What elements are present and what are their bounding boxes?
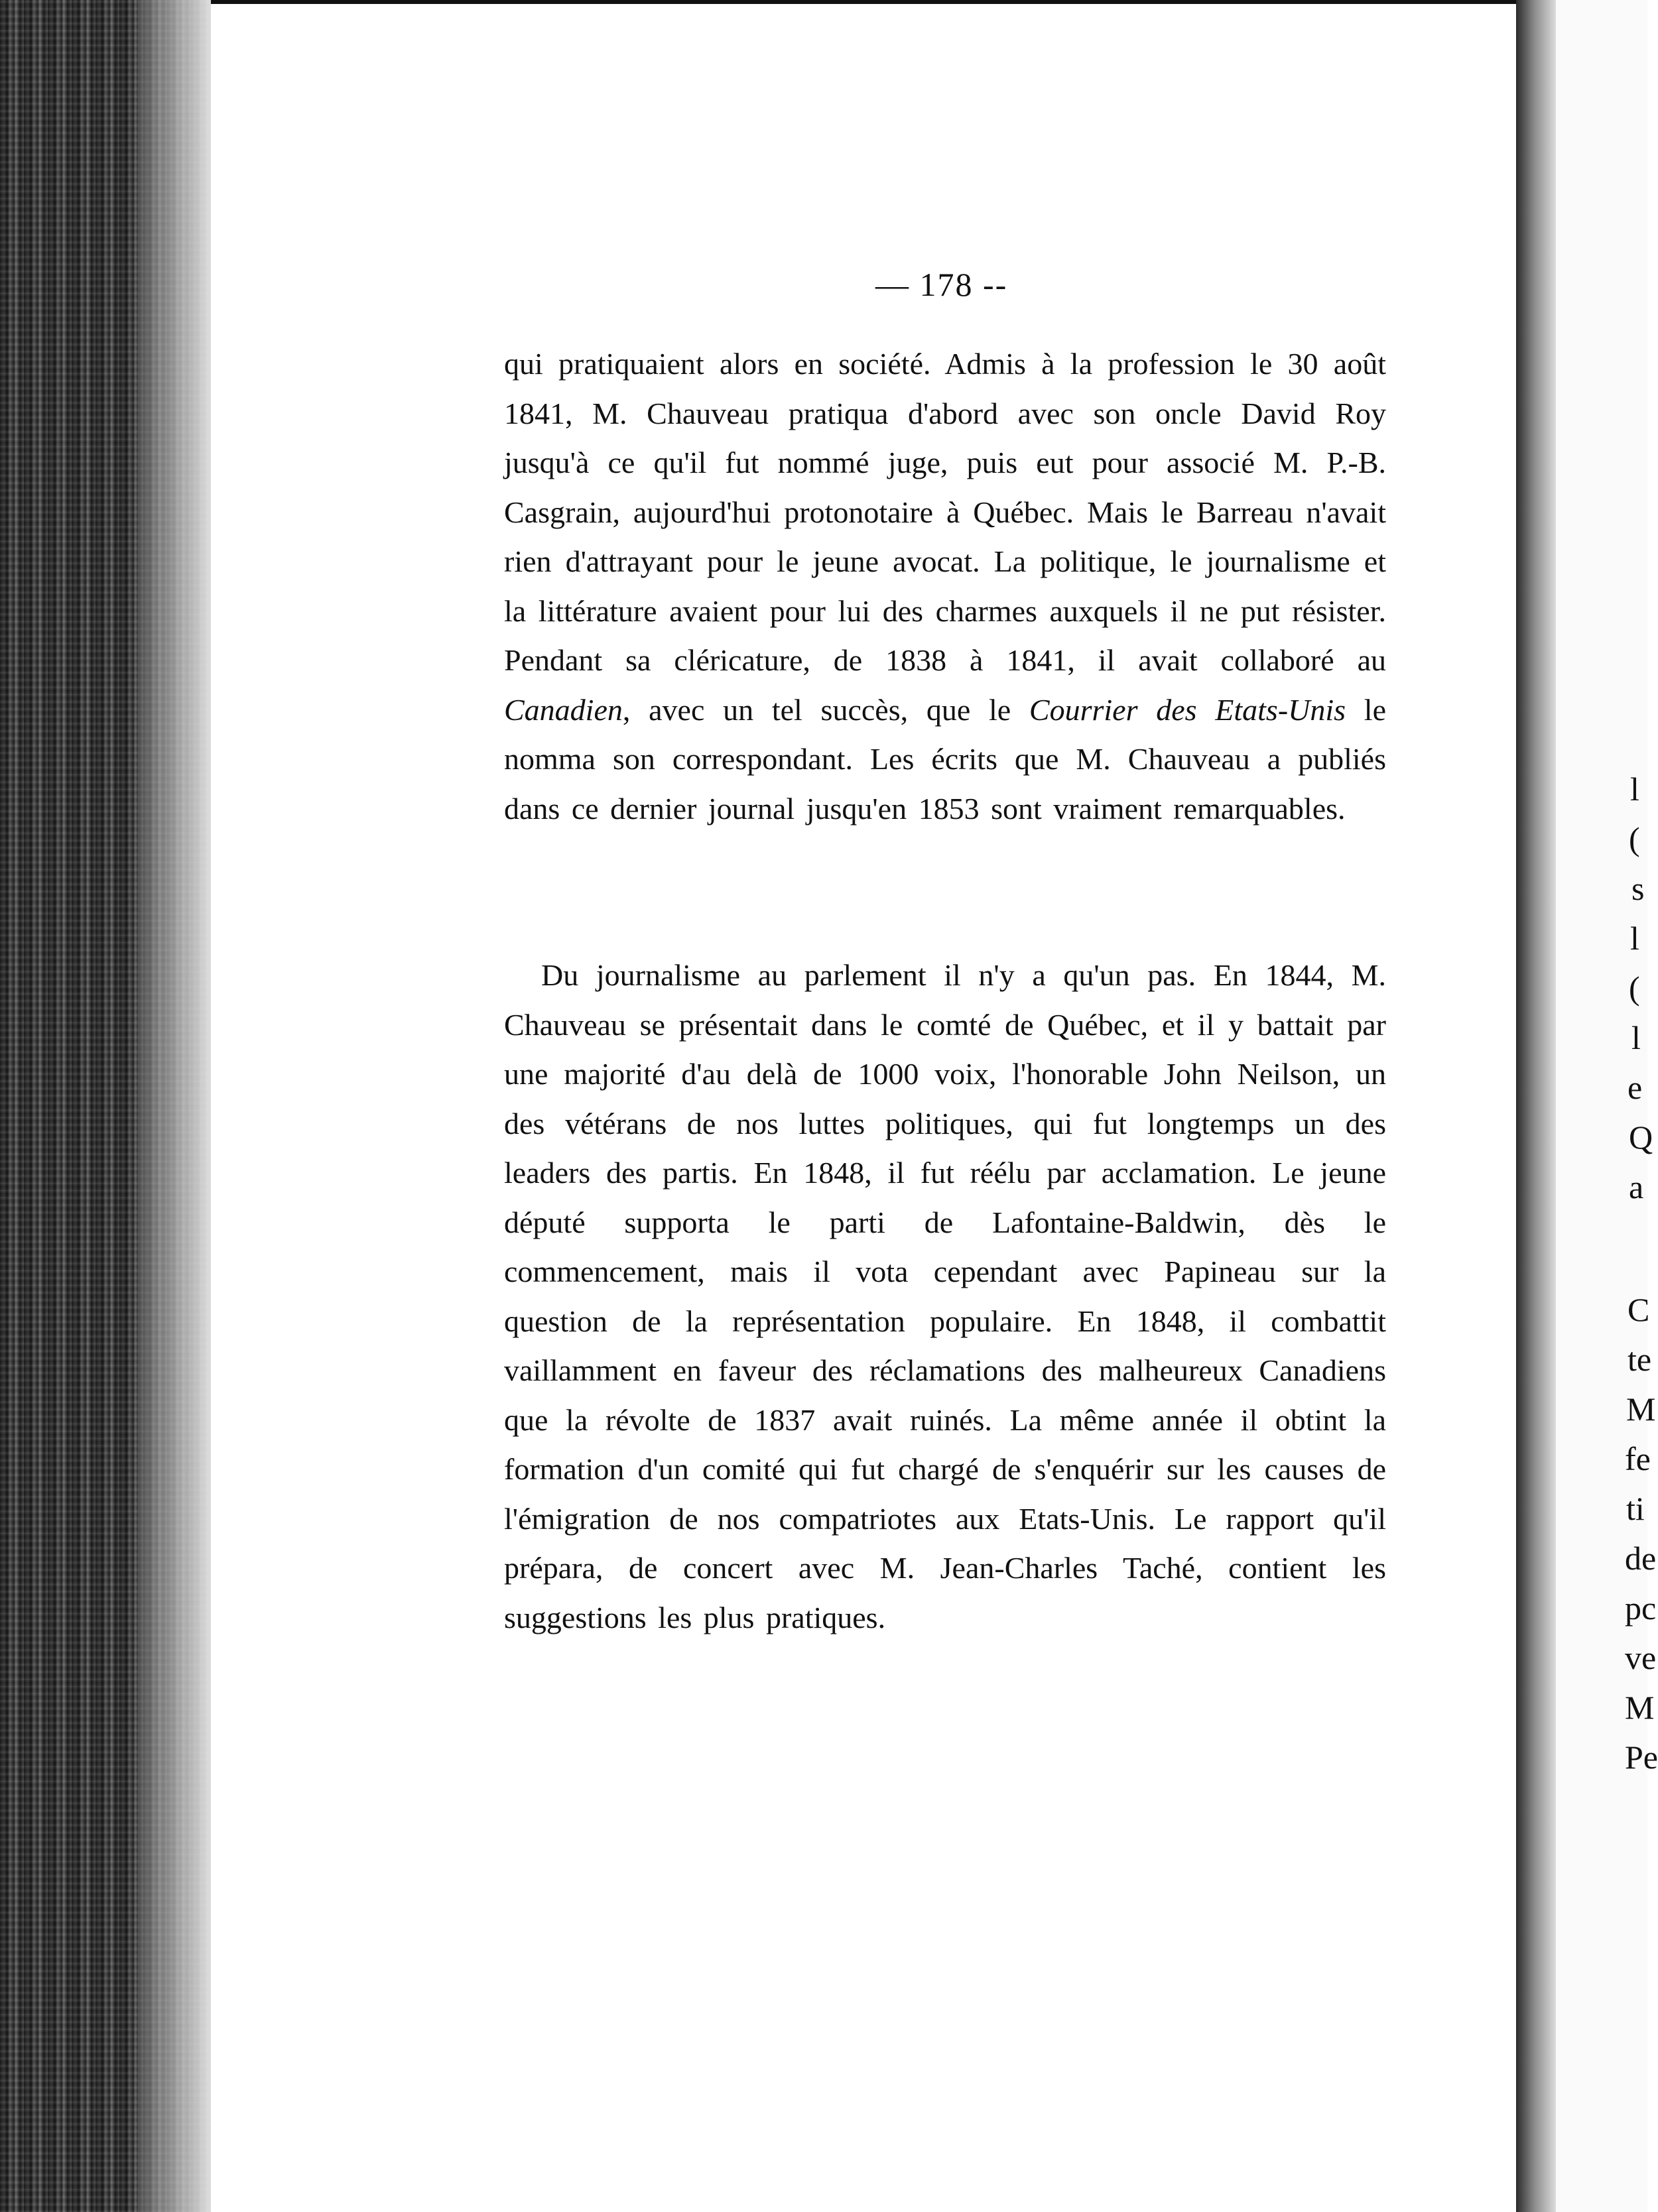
- page-number: — 178 --: [875, 266, 1008, 303]
- fragment-text: (: [1629, 969, 1640, 1007]
- fragment-text: l: [1631, 1019, 1641, 1056]
- paragraph-1: [504, 339, 1386, 833]
- fragment-text: pc: [1625, 1589, 1657, 1627]
- fragment-text: s: [1631, 870, 1645, 907]
- fragment-text: M: [1626, 1390, 1656, 1428]
- paragraph-text: Du journalisme au parlement il n'y a qu'un pas. En 1844, M. Chauveau se présentait dans le comté de Québec, et il y battait par une majorité d'au delà de 1000 voix, l'honorable John Neilson, un des vétérans de nos luttes politiques, qui fut longtemps un des leaders des partis. En 1848, il fut réélu par acclamation. Le jeune député supporta le parti de Lafontaine-Baldwin, dès le commencement, mais il vota cependant avec Papineau sur la question de la représentation populaire. En 1848, il combattit vaillamment en faveur des réclamations des malheureux Canadiens que la révolte de 1837 avait ruinés. La même année il obtint la formation d'un comité qui fut chargé de s'enquérir sur les causes de l'émigration de nos compatriotes aux Etats-Unis. Le rapport qu'il prépara, de concert avec M. Jean-Charles Taché, contient les suggestions les plus pratiques.: [504, 958, 1386, 1634]
- fragment-text: e: [1627, 1069, 1643, 1106]
- fragment-text: Q: [1629, 1119, 1653, 1156]
- fragment-text: de: [1625, 1540, 1657, 1577]
- newspaper-title: Canadien: [504, 692, 623, 727]
- fragment-text: a: [1629, 1168, 1644, 1205]
- paragraph-text: , avec un tel succès, que le: [622, 692, 1029, 727]
- paragraph-text: qui pratiquaient alors en société. Admis à la profession le 30 août 1841, M. Chauveau pratiqua d'abord avec son oncle David Roy jusqu'à ce qu'il fut nommé juge, puis eut pour associé M. P.-B. Casgrain, aujourd'hui protonotaire à Québec. Mais le Barreau n'avait rien d'attrayant pour le jeune avocat. La politique, le journalisme et la littérature avaient pour lui des charmes auxquels il ne put résister. Pendant sa cléricature, de 1838 à 1841, il avait collaboré au: [504, 347, 1386, 677]
- fragment-text: C: [1627, 1291, 1650, 1328]
- newspaper-title: Courrier des Etats-Unis: [1029, 692, 1346, 727]
- page-top-border: [211, 0, 1516, 4]
- fragment-text: (: [1629, 820, 1640, 857]
- scanned-book-edge-left: [0, 0, 211, 2212]
- fragment-text: ti: [1626, 1490, 1645, 1527]
- paragraph-text: le nomma son correspondant. Les écrits que M. Chauveau a publiés dans ce dernier journal jusqu'en 1853 sont vraiment remarquables.: [504, 692, 1386, 826]
- paragraph-2: [504, 951, 1386, 1642]
- fragment-text: te: [1627, 1341, 1652, 1378]
- fragment-text: ve: [1625, 1639, 1657, 1676]
- book-gutter-right: [1516, 0, 1556, 2212]
- fragment-text: Pe: [1625, 1739, 1658, 1776]
- fragment-text: l: [1630, 770, 1639, 808]
- fragment-text: M: [1625, 1689, 1655, 1726]
- fragment-text: l: [1630, 920, 1639, 957]
- fragment-text: fe: [1625, 1440, 1651, 1477]
- next-page-fragment: [1556, 0, 1658, 2212]
